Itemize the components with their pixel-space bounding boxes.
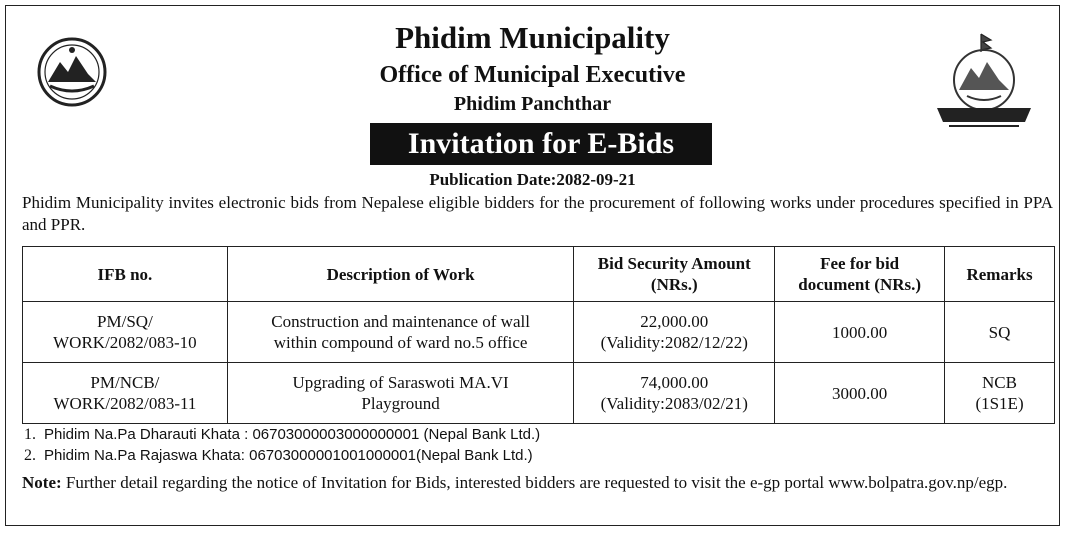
cell-description [227,302,573,363]
ifb-line1: PM/SQ/ [97,312,153,331]
notice-banner: Invitation for E-Bids [370,123,712,165]
notice-header [6,6,1059,166]
security-amount: 74,000.00 [640,373,709,392]
header-fee [775,247,945,302]
account-number-label: 2. [24,447,36,464]
remarks-line1: SQ [988,322,1011,342]
table-header-row [23,247,1055,302]
header-fee-line1: Fee for bid [820,254,900,273]
account-item [24,424,540,445]
header-description: Description of Work [227,247,573,302]
page-title: Phidim Municipality [395,20,670,55]
note-label: Note: [22,473,62,492]
desc-line1: Construction and maintenance of wall [271,312,530,331]
account-list [24,424,540,466]
account-item [24,445,540,466]
office-location: Phidim Panchthar [453,93,612,115]
cell-fee: 3000.00 [775,363,945,424]
cell-fee: 1000.00 [775,302,945,363]
note-paragraph [22,472,1053,494]
security-amount: 22,000.00 [640,312,709,331]
cell-bid-security [574,302,775,363]
nepal-emblem-icon [929,30,1039,134]
header-bid-security [574,247,775,302]
header-remarks: Remarks [945,247,1055,302]
ifb-line2: WORK/2082/083-11 [53,394,197,413]
cell-remarks [945,302,1055,363]
remarks-line1: NCB [982,373,1017,392]
table-row [23,302,1055,363]
desc-line1: Upgrading of Saraswoti MA.VI [292,373,509,392]
cell-description [227,363,573,424]
ifb-line1: PM/NCB/ [90,373,160,392]
note-text: Further detail regarding the notice of Invitation for Bids, interested bidders are requested to visit the e-gp portal www.bolpatra.gov.np/egp. [61,473,1008,492]
desc-line2: within compound of ward no.5 office [273,333,528,352]
cell-ifb [23,302,228,363]
security-validity: (Validity:2083/02/21) [600,394,748,413]
header-bid-security-line2: (NRs.) [650,275,698,294]
intro-paragraph: Phidim Municipality invites electronic bids from Nepalese eligible bidders for the procurement of following works under procedures specified in PPA and PPR. [22,193,1053,234]
header-bid-security-line1: Bid Security Amount [597,254,751,273]
security-validity: (Validity:2082/12/22) [600,333,748,352]
notice-page [5,5,1060,526]
bids-table [22,246,1055,424]
cell-remarks [945,363,1055,424]
remarks-line2: (1S1E) [975,394,1024,413]
account-text: Phidim Na.Pa Rajaswa Khata: 06703000001001000001(Nepal Bank Ltd.) [44,447,533,464]
table-row [23,363,1055,424]
account-number-label: 1. [24,426,36,443]
account-text: Phidim Na.Pa Dharauti Khata : 06703000003000000001 (Nepal Bank Ltd.) [44,426,541,443]
header-fee-line2: document (NRs.) [798,275,922,294]
office-subtitle: Office of Municipal Executive [379,62,686,88]
header-ifb: IFB no. [23,247,228,302]
cell-bid-security [574,363,775,424]
desc-line2: Playground [361,394,440,413]
publication-date: Publication Date:2082-09-21 [429,170,636,189]
cell-ifb [23,363,228,424]
ifb-line2: WORK/2082/083-10 [53,333,197,352]
